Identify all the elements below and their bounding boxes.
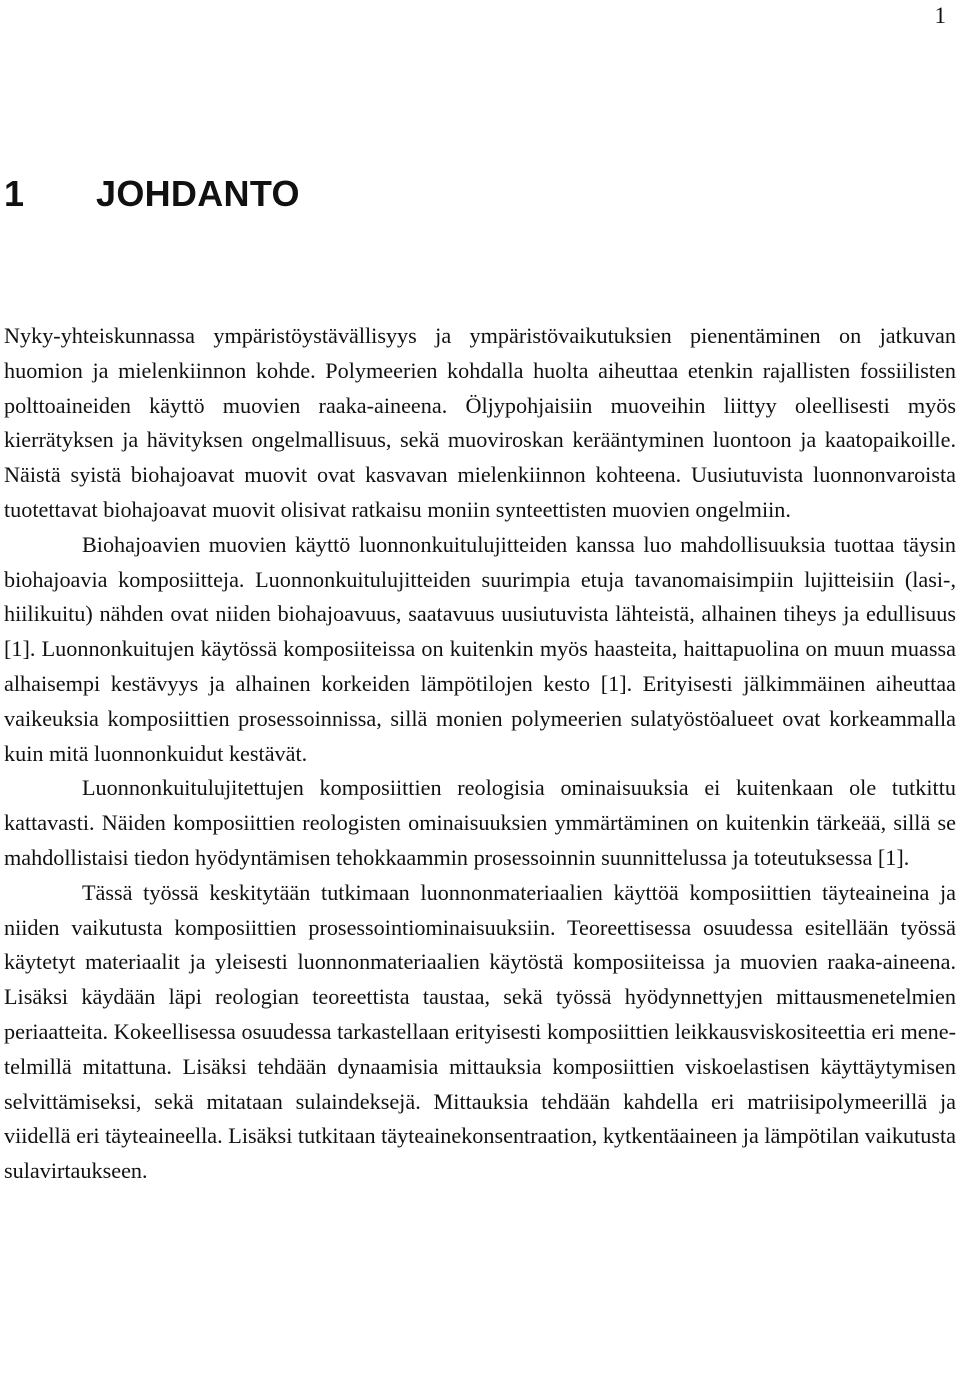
- chapter-title: JOHDANTO: [96, 173, 300, 214]
- paragraph-intro: Nyky-yhteiskunnassa ympäristöystävällisyys ja ympäristövaikutuksien pienentäminen on jatkuvan huomion ja mielenkiinnon kohde. Polymeerien kohdalla huolta aiheuttaa etenkin rajallisten fossiilisten polttoaineiden käyttö muovien raaka-aineena. Öljypohjaisiin muoveihin liittyy oleellisesti myös kierrätyksen ja hävityksen ongelmallisuus, sekä muoviroskan kerääntyminen luontoon ja kaatopaikoille. Näistä syistä biohajoavat muovit ovat kasvavan mielenkiinnon kohteena. Uusiutuvista luonnonvaroista tuotettavat biohajoavat muovit olisivat ratkaisu moniin synteettisten muovien ongelmiin.: [4, 323, 956, 522]
- paragraph-rheology-motivation: Luonnonkuitulujitettujen komposiittien reologisia ominaisuuksia ei kuitenkaan ole tutkittu kattavasti. Näiden komposiittien reologisten ominaisuuksien ymmärtäminen on kuitenkin tärkeää, sillä se mahdollistaisi tiedon hyödyntämisen tehokkaammin prosessoinnin suunnittelussa ja toteutuksessa [1].: [4, 775, 956, 870]
- page-number: 1: [934, 3, 946, 28]
- chapter-number: 1: [4, 173, 25, 214]
- chapter-heading: [4, 170, 300, 218]
- paragraph-thesis-scope: Tässä työssä keskitytään tutkimaan luonnonmateriaalien käyttöä komposiittien täyteaineina ja niiden vaikutusta komposiittien prosessointiominaisuuksiin. Teoreettisessa osuudessa esitellään työssä käytetyt materiaalit ja yleisesti luonnonmateriaalien käytöstä komposiiteissa ja muovien raaka-aineena. Lisäksi käydään läpi reologian teoreettista taustaa, sekä työssä hyödynnettyjen mittausmenetelmien periaatteita. Kokeellisessa osuudessa tarkastellaan erityisesti komposiittien leikkausviskositeettia eri menetelmillä mitattuna. Lisäksi tehdään dynaamisia mittauksia komposiittien viskoelastisen käyttäytymisen selvittämiseksi, sekä mitataan sulaindeksejä. Mittauksia tehdään kahdella eri matriisipolymeerillä ja viidellä eri täyteaineella. Lisäksi tutkitaan täyteainekonsentraation, kytkentäaineen ja lämpötilan vaikutusta sulavirtaukseen.: [4, 879, 956, 1184]
- body-text: [4, 319, 956, 1189]
- paragraph-natural-fiber-composites: Biohajoavien muovien käyttö luonnonkuitulujitteiden kanssa luo mahdollisuuksia tuottaa täysin biohajoavia komposiitteja. Luonnonkuitulujitteiden suurimpia etuja tavanomaisimpiin lujitteisiin (lasi-, hiilikuitu) nähden ovat niiden biohajoavuus, saatavuus uusiutuvista lähteistä, alhainen tiheys ja edullisuus [1]. Luonnonkuitujen käytössä komposiiteissa on kuitenkin myös haasteita, haittapuolina on muun muassa alhaisempi kestävyys ja alhainen korkeiden lämpötilojen kesto [1]. Erityisesti jälkimmäinen aiheuttaa vaikeuksia komposiittien prosessoinnissa, sillä monien polymeerien sulatyöstöalueet ovat korkeammalla kuin mitä luonnonkuidut kestävät.: [4, 531, 956, 766]
